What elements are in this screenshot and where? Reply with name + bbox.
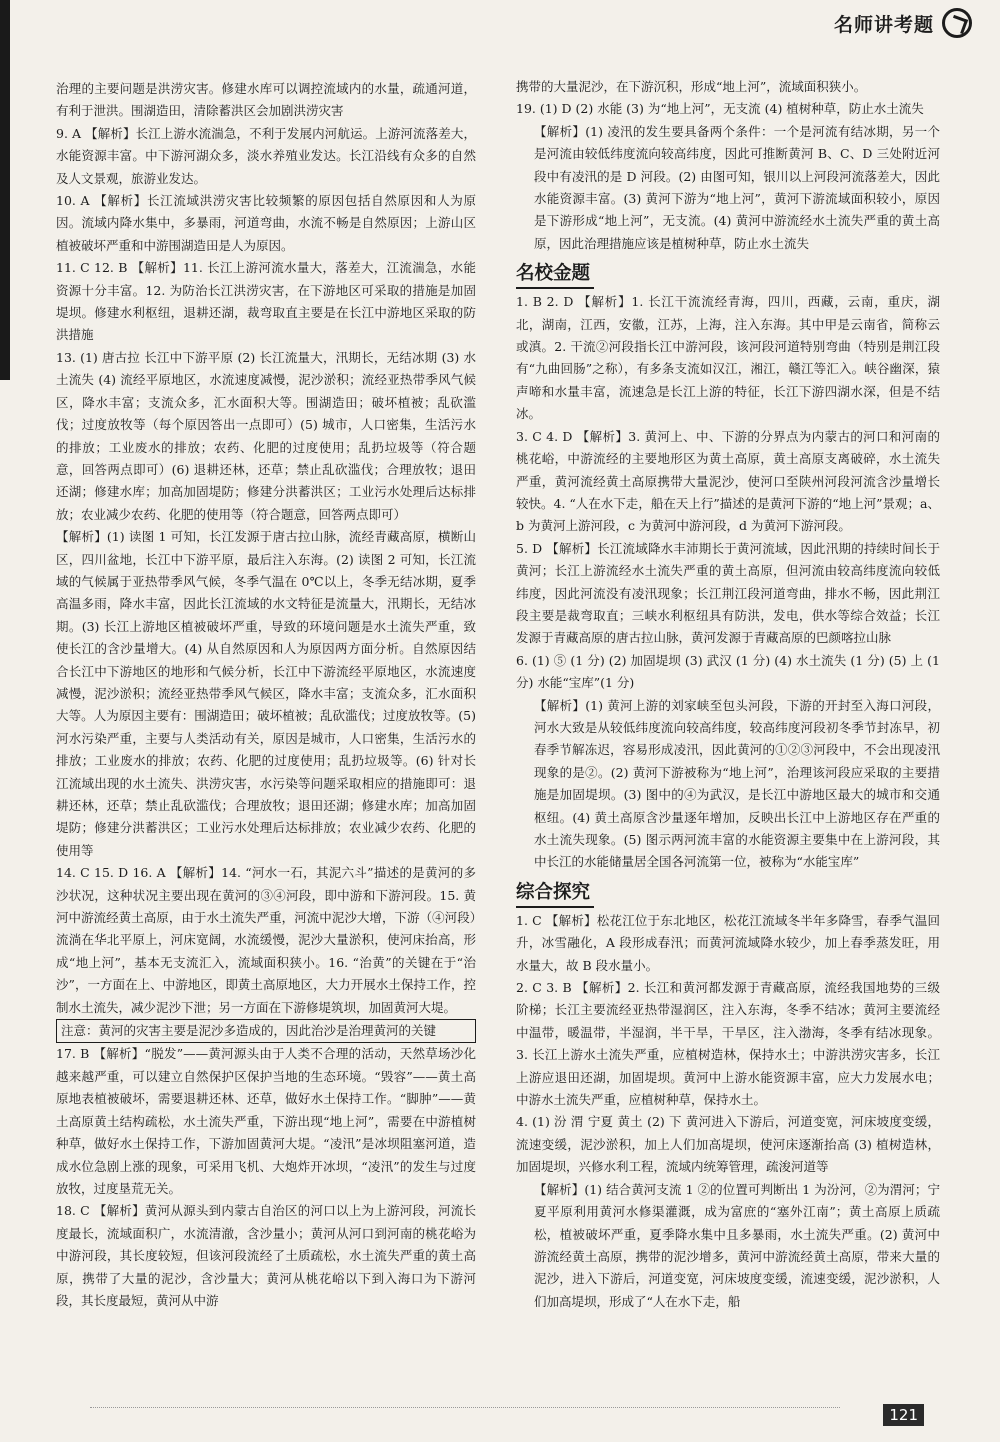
zonghe-answer-4: 4. (1) 汾 渭 宁夏 黄土 (2) 下 黄河进入下游后，河道变宽，河床坡度变缓，流速变缓，泥沙淤积，加上人们加高堤坝，使河床逐渐抬高 (3) 植树造林，加固堤坝，兴修水利工程，流域内统筹管理，疏浚河道等 (516, 1114, 940, 1175)
answer-paragraph: 治理的主要问题是洪涝灾害。修建水库可以调控流域内的水量，疏通河道，有利于泄洪。围湖造田，清除蓄洪区会加剧洪涝灾害 (56, 81, 476, 119)
page-number: 121 (883, 1404, 924, 1426)
mingxiao-answer-3-4: 3. C 4. D 【解析】3. 黄河上、中、下游的分界点为内蒙古的河口和河南的桃花峪，中游流经的主要地形区为黄土高原，黄土高原支离破碎，水土流失严重，黄河流经黄土高原携带大量泥沙，使河口至陕州河段河流含沙量增长较快。4. “人在水下走，船在天上行”描述的是黄河下游的“地上河”景观；a、b 为黄河上游河段，c 为黄河中游河段，d 为黄河下游河段。 (516, 428, 940, 534)
mingxiao-answer-5: 5. D 【解析】长江流域降水丰沛期长于黄河流域，因此汛期的持续时间长于黄河；长江上游流经水土流失严重的黄土高原，但河流由较高纬度流向较低纬度，因此河流没有凌汛现象；长江荆江段河道弯曲，排水不畅，因此荆江段主要是裁弯取直；三峡水利枢纽具有防洪，发电，供水等综合效益；长江发源于青藏高原的唐古拉山脉，黄河发源于青藏高原的巴颜喀拉山脉 (516, 540, 940, 646)
brand-logo-icon (942, 8, 972, 38)
brand-title: 名师讲考题 (833, 13, 934, 36)
answer-18: 18. C 【解析】黄河从源头到内蒙古自治区的河口以上为上游河段，河流长度最长，流域面积广，水流清澈，含沙量小；黄河从河口到河南的桃花峪为中游河段，其长度较短，但该河段流经了土质疏松，水土流失严重的黄土高原，携带了大量的泥沙，含沙量大；黄河从桃花峪以下到入海口为下游河段，其长度最短，黄河从中游 (56, 1203, 476, 1308)
answer-13: 13. (1) 唐古拉 长江中下游平原 (2) 长江流量大，汛期长，无结冰期 (3) 水土流失 (4) 流经平原地区，水流速度减慢，泥沙淤积；流经亚热带季风气候区，降水丰富；支流众多，汇水面积大等。围湖造田；破坏植被；乱砍滥伐；过度放牧等（每个原因答出一点即可）(5) 城市，人口密集，生活污水的排放；工业废水的排放；农药、化肥的过度使用；乱扔垃圾等（符合题意，回答两点即可）(6) 退耕还林，还草；禁止乱砍滥伐；合理放牧；退田还湖；修建水库；加高加固堤防；修建分洪蓄洪区；工业污水处理后达标排放；农业减少农药、化肥的使用等（符合题意，回答两点即可） (56, 349, 476, 522)
mingxiao-answer-6-explanation: 【解析】(1) 黄河上游的刘家峡至包头河段，下游的开封至入海口河段，河水大致是从较低纬度流向较高纬度，较高纬度河段初冬季节封冻早，初春季节解冻迟，容易形成凌汛，因此黄河的①②③河段中，不会出现凌汛现象的是②。(2) 黄河下游被称为“地上河”，治理该河段应采取的主要措施是加固堤坝。(3) 图中的④为武汉，是长江中游地区最大的城市和交通枢纽。(4) 黄土高原含沙量逐年增加，反映出长江中上游地区存在严重的水土流失现象。(5) 图示两河流丰富的水能资源主要集中在上游河段，其中长江的水能储量居全国各河流第一位，被称为“水能宝库” (534, 697, 940, 870)
section-title-mingxiao: 名校金题 (516, 261, 594, 289)
answer-14-16: 14. C 15. D 16. A 【解析】14. “河水一石，其泥六斗”描述的是黄河的多沙状况，这种状况主要出现在黄河的③④河段，即中游和下游河段。15. 黄河中游流经黄土高原，由于水土流失严重，河流中泥沙大增，下游（④河段）流淌在华北平原上，河床宽阔，水流缓慢，泥沙大量淤积，使河床抬高，形成“地上河”，基本无支流汇入，流域面积狭小。16. “治黄”的关键在于“治沙”，一方面在上、中游地区，即黄土高原地区，大力开展水土保持工作，控制水土流失，减少泥沙下泄；另一方面在下游修堤筑坝，加固黄河大堤。 (56, 865, 476, 1015)
answer-19: 19. (1) D (2) 水能 (3) 为“地上河”，无支流 (4) 植树种草，防止水土流失 (516, 101, 924, 117)
note-box: 注意：黄河的灾害主要是泥沙多造成的，因此治沙是治理黄河的关键 (56, 1019, 476, 1043)
zonghe-answer-1: 1. C 【解析】松花江位于东北地区，松花江流域冬半年多降雪，春季气温回升，冰雪融化，A 段形成春汛；而黄河流域降水较少，加上春季蒸发旺，用水量大，故 B 段水量小。 (516, 912, 940, 973)
page-header (834, 8, 972, 38)
section-title-zonghe: 综合探究 (516, 880, 594, 908)
answer-9: 9. A 【解析】长江上游水流湍急，不利于发展内河航运。上游河流落差大，水能资源丰富。中下游河湖众多，淡水养殖业发达。长江沿线有众多的自然及人文景观，旅游业发达。 (56, 125, 476, 186)
right-column (516, 76, 940, 1313)
binding-spine (0, 0, 10, 380)
left-column (56, 78, 476, 1312)
mingxiao-answer-6: 6. (1) ⑤ (1 分) (2) 加固堤坝 (3) 武汉 (1 分) (4) 水土流失 (1 分) (5) 上 (1 分) 水能“宝库”(1 分) (516, 652, 940, 691)
mingxiao-answer-1-2: 1. B 2. D 【解析】1. 长江干流流经青海，四川，西藏，云南，重庆，湖北，湖南，江西，安徽，江苏，上海，注入东海。其中甲是云南省，简称云或滇。2. 干流②河段指长江中游河段，该河段河道特别弯曲（特别是荆江段有“九曲回肠”之称），有多条支流如汉江，湘江，赣江等汇入。峡谷幽深，猿声啼和水量丰富，流速急是长江上游的特征，长江下游四湖水深，但是不结冰。 (516, 294, 940, 422)
zonghe-answer-4-explanation: 【解析】(1) 结合黄河支流 1 ②的位置可判断出 1 为汾河，②为渭河；宁夏平原利用黄河水修渠灌溉，成为富庶的“塞外江南”；黄土高原上质疏松，植被破坏严重，夏季降水集中且多暴雨，水土流失严重。(2) 黄河中游流经黄土高原，携带的泥沙增多，黄河中游流经黄土高原，带来大量的泥沙，进入下游后，河道变宽，河床坡度变缓，流速变缓，泥沙淤积，人们加高堤坝，形成了“人在水下走，船 (534, 1181, 940, 1309)
answer-17: 17. B 【解析】“脱发”——黄河源头由于人类不合理的活动，天然草场沙化越来越严重，可以建立自然保护区保护当地的生态环境。“毁容”——黄土高原地表植被破坏，需要退耕还林、还草，做好水土保持工作。“脚肿”——黄土高原黄土结构疏松，水土流失严重，下游出现“地上河”，需要在中游植树种草，做好水土保持工作，下游加固黄河大堤。“凌汛”是冰坝阻塞河道，造成水位急剧上涨的现象，可采用飞机、大炮炸开冰坝，“凌汛”的发生与过度放牧，过度垦荒无关。 (56, 1046, 476, 1196)
answer-13-explanation: 【解析】(1) 读图 1 可知，长江发源于唐古拉山脉，流经青藏高原，横断山区，四川盆地，长江中下游平原，最后注入东海。(2) 读图 2 可知，长江流域的气候属于亚热带季风气候，冬季气温在 0℃以上，冬季无结冰期，夏季高温多雨，降水丰富，因此长江流域的水文特征是流量大，汛期长，无结冰期。(3) 长江上游地区植被破坏严重，导致的环境问题是水土流失严重，致使长江的含沙量增大。(4) 从自然原因和人为原因两方面分析。自然原因结合长江中下游地区的地形和气候分析，长江中下游流经平原地区，水流速度减慢，泥沙淤积；流经亚热带季风气候区，降水丰富；支流众多，汇水面积大等。人为原因主要有：围湖造田；破坏植被；乱砍滥伐；过度放牧等。(5) 河水污染严重，主要与人类活动有关，原因是城市，人口密集，生活污水的排放；工业废水的排放；农药、化肥的过度使用；乱扔垃圾等。(6) 针对长江流域出现的水土流失、洪涝灾害，水污染等问题采取相应的措施即可：退耕还林，还草；禁止乱砍滥伐；合理放牧；退田还湖；修建水库；加高加固堤防；修建分洪蓄洪区；工业污水处理后达标排放；农业减少农药、化肥的使用等 (56, 529, 476, 858)
answer-10: 10. A 【解析】长江流域洪涝灾害比较频繁的原因包括自然原因和人为原因。流域内降水集中，多暴雨，河道弯曲，水流不畅是自然原因；上游山区植被破坏严重和中游围湖造田是人为原因。 (56, 193, 476, 253)
answer-19-explanation: 【解析】(1) 凌汛的发生要具备两个条件：一个是河流有结冰期，另一个是河流由较低纬度流向较高纬度，因此可推断黄河 B、C、D 三处附近河段中有凌汛的是 D 河段。(2) 由图可知，银川以上河段河流落差大，因此水能资源丰富。(3) 黄河下游为“地上河”，黄河下游流域面积较小，原因是下游形成“地上河”，无支流。(4) 黄河中游流经水土流失严重的黄土高原，因此治理措施应该是植树种草，防止水土流失 (534, 123, 940, 251)
answer-18-continued: 携带的大量泥沙，在下游沉积，形成“地上河”，流域面积狭小。 (516, 79, 867, 94)
zonghe-answer-2-3: 2. C 3. B 【解析】2. 长江和黄河都发源于青藏高原，流经我国地势的三级阶梯；长江主要流经亚热带湿润区，注入东海，冬季不结冰；黄河主要流经中温带，暖温带，半湿润，半干旱，干旱区，注入渤海，冬季有结冰现象。3. 长江上游水土流失严重，应植树造林，保持水土；中游洪涝灾害多，长江上游应退田还湖，加固堤坝。黄河中上游水能资源丰富，应大力发展水电；中游水土流失严重，应植树种草，保持水土。 (516, 980, 940, 1108)
footer-divider (90, 1407, 840, 1408)
answer-11-12: 11. C 12. B 【解析】11. 长江上游河流水量大，落差大，江流湍急，水能资源十分丰富。12. 为防治长江洪涝灾害，在下游地区可采取的措施是加固堤坝。修建水利枢纽，退耕还湖，裁弯取直主要是在长江中游地区采取的防洪措施 (56, 260, 476, 343)
